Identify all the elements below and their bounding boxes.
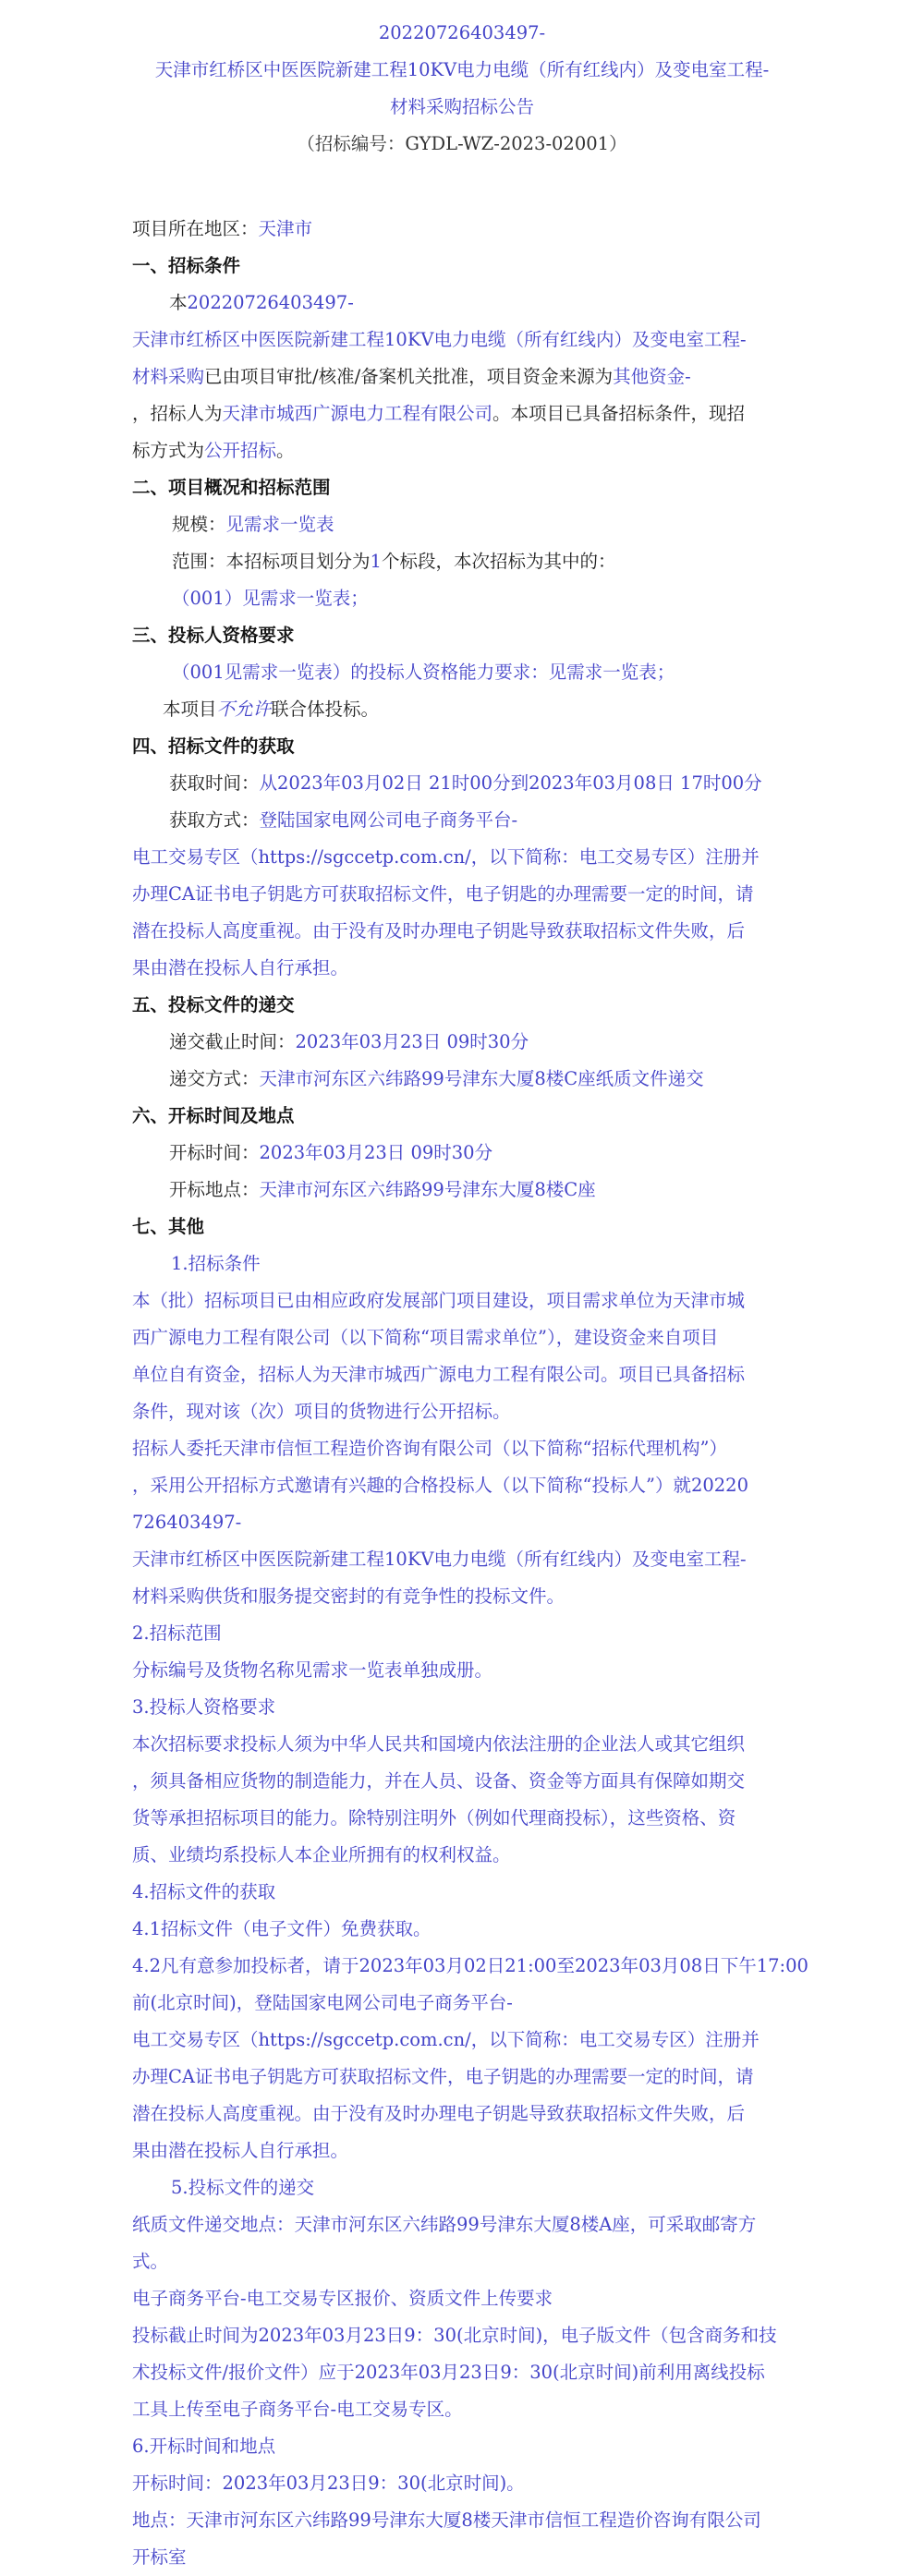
- other-line: 电工交易专区（https://sgccetp.com.cn/，以下简称：电工交易专区）注册并: [132, 2029, 760, 2050]
- other-line: 招标人委托天津市信恒工程造价咨询有限公司（以下简称“招标代理机构”）: [132, 1438, 727, 1459]
- other-line: 果由潜在投标人自行承担。: [132, 2140, 349, 2161]
- section-heading-5: 五、投标文件的递交: [132, 994, 295, 1015]
- section-heading-6: 六、开标时间及地点: [132, 1105, 295, 1126]
- obtain-method-line: 获取方式：登陆国家电网公司电子商务平台-: [169, 809, 518, 831]
- obtain-method-line-5: 果由潜在投标人自行承担。: [132, 957, 349, 978]
- other-line: 开标时间：2023年03月23日9：30(北京时间)。: [132, 2473, 525, 2494]
- s1-line-3: 材料采购已由项目审批/核准/备案机关批准，项目资金来源为其他资金-: [132, 366, 691, 387]
- other-line: 4.1招标文件（电子文件）免费获取。: [132, 1918, 432, 1939]
- other-line: 办理CA证书电子钥匙方可获取招标文件，电子钥匙的办理需要一定的时间，请: [132, 2066, 754, 2087]
- obtain-method-line-4: 潜在投标人高度重视。由于没有及时办理电子钥匙导致获取招标文件失败，后: [132, 920, 746, 942]
- other-line: 条件，现对该（次）项目的货物进行公开招标。: [132, 1401, 511, 1422]
- other-line: ，采用公开招标方式邀请有兴趣的合格投标人（以下简称“投标人”）就20220: [132, 1475, 748, 1496]
- section-heading-3: 三、投标人资格要求: [132, 625, 295, 646]
- s1-line-4: ，招标人为天津市城西广源电力工程有限公司。本项目已具备招标条件，现招: [132, 403, 746, 424]
- other-line: 投标截止时间为2023年03月23日9：30(北京时间)，电子版文件（包含商务和技: [132, 2325, 777, 2346]
- section-heading-4: 四、招标文件的获取: [132, 735, 295, 757]
- submit-method-line: 递交方式：天津市河东区六纬路99号津东大厦8楼C座纸质文件递交: [169, 1068, 704, 1089]
- other-line: 6.开标时间和地点: [132, 2436, 276, 2457]
- joint-bid-line: 本项目不允许联合体投标。: [163, 699, 380, 720]
- s1-line-2: 天津市红桥区中医医院新建工程10KV电力电缆（所有红线内）及变电室工程-: [132, 329, 747, 350]
- obtain-method-line-2: 电工交易专区（https://sgccetp.com.cn/，以下简称：电工交易专区）注册并: [132, 846, 760, 868]
- other-line: 潜在投标人高度重视。由于没有及时办理电子钥匙导致获取招标文件失败，后: [132, 2103, 746, 2124]
- notice-title-line-1: 天津市红桥区中医医院新建工程10KV电力电缆（所有红线内）及变电室工程-: [154, 59, 770, 80]
- other-line: ，须具备相应货物的制造能力，并在人员、设备、资金等方面具有保障如期交: [132, 1770, 746, 1792]
- other-line: 本（批）招标项目已由相应政府发展部门项目建设，项目需求单位为天津市城: [132, 1290, 746, 1311]
- other-line: 纸质文件递交地点：天津市河东区六纬路99号津东大厦8楼A座，可采取邮寄方: [132, 2214, 757, 2235]
- project-location: 项目所在地区：天津市: [132, 218, 313, 239]
- notice-title-line-2: 材料采购招标公告: [389, 96, 534, 117]
- other-line: 工具上传至电子商务平台-电工交易专区。: [132, 2399, 463, 2420]
- tender-number: （招标编号：GYDL-WZ-2023-02001）: [297, 133, 627, 154]
- other-line: 式。: [132, 2251, 169, 2272]
- other-line: 单位自有资金，招标人为天津市城西广源电力工程有限公司。项目已具备招标: [132, 1364, 746, 1385]
- other-line: 术投标文件/报价文件）应于2023年03月23日9：30(北京时间)前利用离线投标: [132, 2362, 765, 2383]
- s1-line-1: 本20220726403497-: [169, 292, 354, 313]
- submit-deadline-line: 递交截止时间：2023年03月23日 09时30分: [169, 1031, 529, 1052]
- other-line: 分标编号及货物名称见需求一览表单独成册。: [132, 1659, 493, 1681]
- other-line: 质、业绩均系投标人本企业所拥有的权利权益。: [132, 1844, 511, 1865]
- other-line: 4.招标文件的获取: [132, 1881, 276, 1902]
- scale-line: 规模：见需求一览表: [172, 514, 334, 535]
- other-line: 货等承担招标项目的能力。除特别注明外（例如代理商投标），这些资格、资: [132, 1807, 736, 1829]
- other-line: 2.招标范围: [132, 1622, 222, 1644]
- s1-line-5: 标方式为公开招标。: [132, 440, 295, 461]
- other-line: 3.投标人资格要求: [132, 1696, 276, 1718]
- other-line: 地点：天津市河东区六纬路99号津东大厦8楼天津市信恒工程造价咨询有限公司: [132, 2509, 761, 2531]
- obtain-time-line: 获取时间：从2023年03月02日 21时00分到2023年03月08日 17时00分: [169, 772, 762, 794]
- opening-time-line: 开标时间：2023年03月23日 09时30分: [169, 1142, 493, 1163]
- lot-line: （001）见需求一览表；: [172, 588, 369, 609]
- other-line: 西广源电力工程有限公司（以下简称“项目需求单位”），建设资金来自项目: [132, 1327, 719, 1348]
- section-heading-2: 二、项目概况和招标范围: [132, 477, 331, 498]
- scope-line: 范围：本招标项目划分为1个标段，本次招标为其中的：: [172, 551, 616, 572]
- obtain-method-line-3: 办理CA证书电子钥匙方可获取招标文件，电子钥匙的办理需要一定的时间，请: [132, 883, 754, 905]
- section-heading-7: 七、其他: [132, 1216, 205, 1237]
- other-line: 开标室: [132, 2546, 187, 2568]
- other-line: 材料采购供货和服务提交密封的有竞争性的投标文件。: [132, 1586, 565, 1607]
- notice-body: [132, 211, 808, 2576]
- opening-place-line: 开标地点：天津市河东区六纬路99号津东大厦8楼C座: [169, 1179, 596, 1200]
- other-line: 本次招标要求投标人须为中华人民共和国境内依法注册的企业法人或其它组织: [132, 1733, 746, 1755]
- qualification-line: （001见需求一览表）的投标人资格能力要求：见需求一览表；: [172, 662, 675, 683]
- other-line: 4.2凡有意参加投标者，请于2023年03月02日21:00至2023年03月08日下午17:00: [132, 1955, 808, 1976]
- other-line: 电子商务平台-电工交易专区报价、资质文件上传要求: [132, 2288, 553, 2309]
- other-line: 前(北京时间)，登陆国家电网公司电子商务平台-: [132, 1992, 513, 2013]
- other-line: 天津市红桥区中医医院新建工程10KV电力电缆（所有红线内）及变电室工程-: [132, 1549, 747, 1570]
- section-heading-1: 一、招标条件: [132, 255, 241, 276]
- other-line: 1.招标条件: [171, 1253, 261, 1274]
- other-line: 726403497-: [132, 1512, 242, 1533]
- project-number: 20220726403497-: [378, 22, 546, 43]
- other-line: 5.投标文件的递交: [171, 2177, 315, 2198]
